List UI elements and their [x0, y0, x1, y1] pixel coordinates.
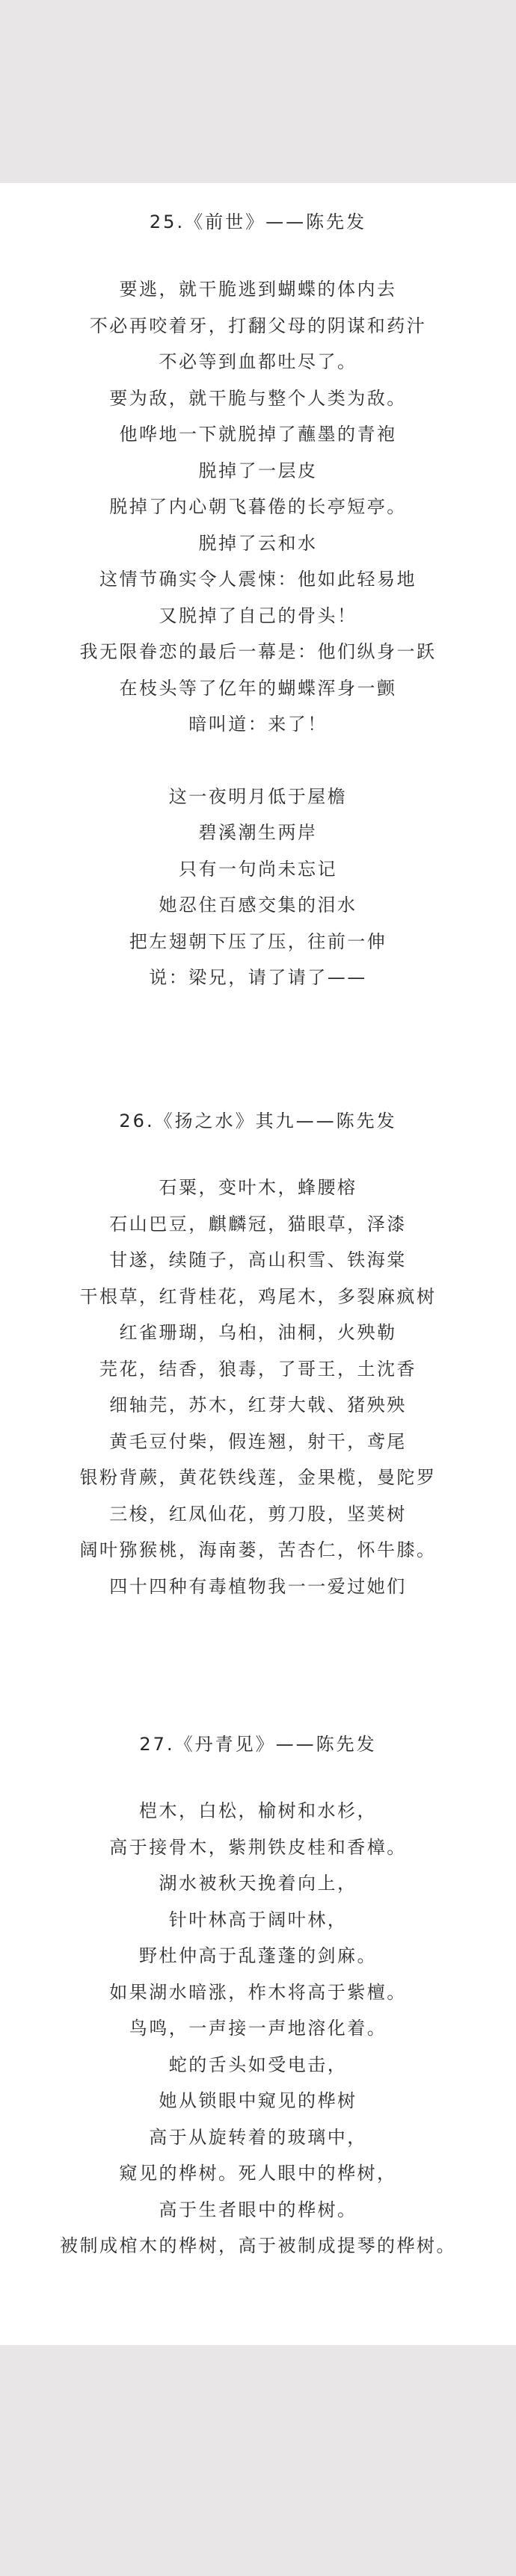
- poem-line: 石粟，变叶木，蜂腰榕: [159, 1177, 357, 1198]
- poem-line: 暗叫道：来了！: [188, 714, 328, 735]
- poem-line: 这一夜明月低于屋檐: [168, 785, 348, 807]
- poem-line: 脱掉了内心朝飞暮倦的长亭短亭。: [109, 496, 407, 517]
- poem-25: [0, 209, 516, 996]
- poem-line: 高于从旋转着的玻璃中，: [149, 2126, 367, 2148]
- poem-line: 黄毛豆付柴，假连翘，射干，鸢尾: [109, 1430, 407, 1452]
- poem-line: 要逃，就干脆逃到蝴蝶的体内去: [119, 279, 397, 300]
- stanza-1: [0, 1170, 516, 1604]
- poem-line: 脱掉了云和水: [198, 532, 318, 554]
- poem-line: 这情节确实令人震悚：他如此轻易地: [99, 569, 417, 590]
- poem-line: 甘遂，续随子，高山积雪、铁海棠: [109, 1250, 407, 1270]
- poem-line: 在枝头等了亿年的蝴蝶浑身一颤: [119, 677, 397, 699]
- poem-line: 碧溪潮生两岸: [198, 822, 318, 843]
- top-margin-band: [0, 0, 516, 183]
- poem-line: 芫花，结香，狼毒，了哥王，土沈香: [99, 1358, 417, 1380]
- poem-line: 不必再咬着牙，打翻父母的阴谋和药汁: [89, 315, 427, 336]
- poem-line: 把左翅朝下压了压，往前一伸: [129, 930, 387, 952]
- poem-line: 要为敌，就干脆与整个人类为敌。: [109, 387, 407, 409]
- poem-line: 细轴芫，苏木，红芽大戟、猪殃殃: [109, 1394, 407, 1415]
- poem-line: 高于生者眼中的桦树。: [159, 2199, 357, 2220]
- poem-line: 脱掉了一层皮: [198, 460, 318, 481]
- poem-line: 干根草，红背桂花，鸡尾木，多裂麻疯树: [79, 1285, 437, 1307]
- poem-title: 26.《扬之水》其九——陈先发: [119, 1111, 397, 1131]
- poem-line: 针叶林高于阔叶林，: [168, 1909, 348, 1930]
- poem-line: 她从锁眼中窥见的桦树: [159, 2090, 357, 2111]
- poem-line: 高于接骨木，紫荆铁皮桂和香樟。: [109, 1836, 407, 1858]
- poem-line: 她忍住百感交集的泪水: [159, 895, 357, 915]
- bottom-margin-band: [0, 2345, 516, 2576]
- stanza-1: [0, 271, 516, 743]
- poem-title: 25.《前世》——陈先发: [149, 211, 367, 232]
- poem-title: 27.《丹青见》——陈先发: [139, 1734, 377, 1755]
- poem-line: 桤木，白松，榆树和水杉，: [139, 1800, 377, 1821]
- poem-line: 蛇的舌头如受电击，: [168, 2054, 348, 2075]
- poem-line: 窥见的桦树。死人眼中的桦树，: [119, 2163, 397, 2184]
- poem-26: [0, 1108, 516, 1604]
- poem-line: 如果湖水暗涨，柞木将高于紫檀。: [109, 1981, 407, 2003]
- stanza-2: [0, 779, 516, 996]
- poem-line: 我无限眷恋的最后一幕是：他们纵身一跃: [79, 641, 437, 662]
- poem-line: 鸟鸣，一声接一声地溶化着。: [129, 2018, 387, 2039]
- poem-line: 野杜仲高于乱蓬蓬的剑麻。: [139, 1945, 377, 1966]
- poem-line: 又脱掉了自己的骨头！: [159, 605, 357, 626]
- poem-line: 石山巴豆，麒麟冠，猫眼草，泽漆: [109, 1213, 407, 1235]
- poem-line: 他哗地一下就脱掉了蘸墨的青袍: [119, 424, 397, 445]
- poem-line: 湖水被秋天挽着向上，: [159, 1873, 357, 1894]
- poem-line: 只有一句尚未忘记: [179, 858, 337, 880]
- poem-line: 被制成棺木的桦树，高于被制成提琴的桦树。: [60, 2235, 456, 2256]
- poem-line: 红雀珊瑚，乌桕，油桐，火殃勒: [119, 1322, 397, 1343]
- poem-line: 银粉背蕨，黄花铁线莲，金果榄，曼陀罗: [79, 1467, 437, 1488]
- poem-line: 不必等到血都吐尽了。: [159, 351, 357, 372]
- poem-line: 阔叶猕猴桃，海南蒌，苦杏仁，怀牛膝。: [79, 1539, 437, 1560]
- stanza-1: [0, 1793, 516, 2264]
- poem-line: 三梭，红凤仙花，剪刀股，坚荚树: [109, 1503, 407, 1525]
- poem-line: 说：梁兄，请了请了——: [149, 967, 367, 988]
- poem-27: [0, 1732, 516, 2264]
- poem-line: 四十四种有毒植物我一一爱过她们: [109, 1575, 407, 1597]
